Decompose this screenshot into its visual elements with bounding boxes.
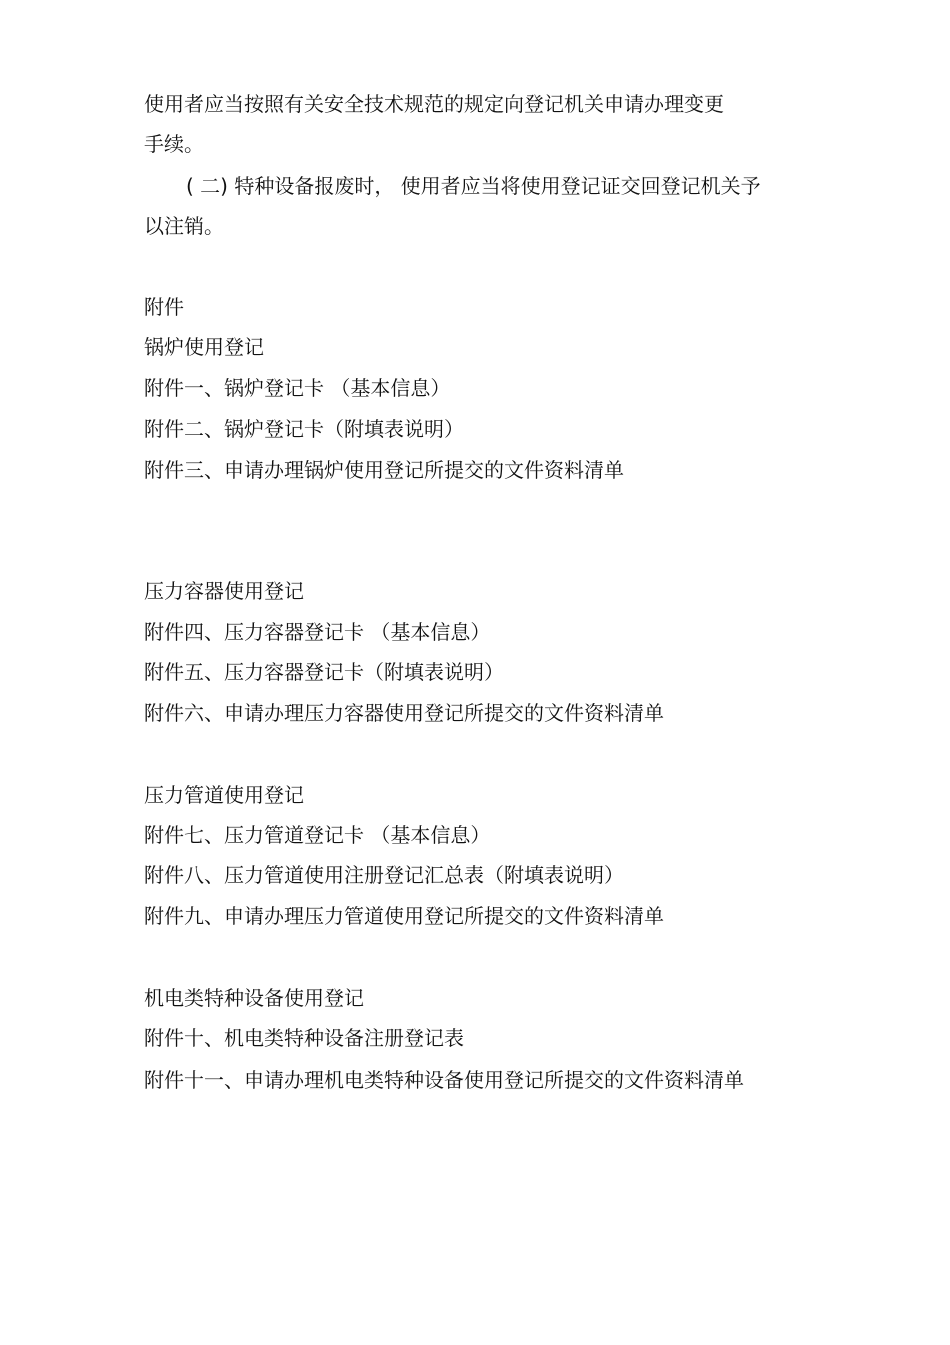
attachment-item: 附件十、机电类特种设备注册登记表	[144, 1026, 464, 1050]
paragraph-1-line-1: 使用者应当按照有关安全技术规范的规定向登记机关申请办理变更	[144, 92, 724, 116]
section-heading-boiler: 锅炉使用登记	[144, 335, 264, 359]
attachment-item: 附件六、申请办理压力容器使用登记所提交的文件资料清单	[144, 701, 664, 725]
attachment-item: 附件五、压力容器登记卡（附填表说明）	[144, 660, 504, 684]
section-heading-pressure-vessel: 压力容器使用登记	[144, 579, 304, 603]
attachment-item: 附件八、压力管道使用注册登记汇总表（附填表说明）	[144, 863, 624, 887]
attachment-item: 附件一、锅炉登记卡 （基本信息）	[144, 376, 451, 400]
paragraph-2-line-2: 以注销。	[144, 214, 224, 238]
attachment-item: 附件三、申请办理锅炉使用登记所提交的文件资料清单	[144, 458, 624, 482]
attachment-item: 附件十一、申请办理机电类特种设备使用登记所提交的文件资料清单	[144, 1068, 744, 1092]
attachments-heading: 附件	[144, 295, 184, 319]
attachment-item: 附件九、申请办理压力管道使用登记所提交的文件资料清单	[144, 904, 664, 928]
section-heading-pressure-pipeline: 压力管道使用登记	[144, 783, 304, 807]
paragraph-1-line-2: 手续。	[144, 132, 204, 156]
attachment-item: 附件七、压力管道登记卡 （基本信息）	[144, 823, 491, 847]
section-heading-electromechanical: 机电类特种设备使用登记	[144, 986, 364, 1010]
paragraph-2-line-1: ( 二) 特种设备报废时， 使用者应当将使用登记证交回登记机关予	[186, 174, 761, 198]
attachment-item: 附件四、压力容器登记卡 （基本信息）	[144, 620, 491, 644]
attachment-item: 附件二、锅炉登记卡（附填表说明）	[144, 417, 464, 441]
